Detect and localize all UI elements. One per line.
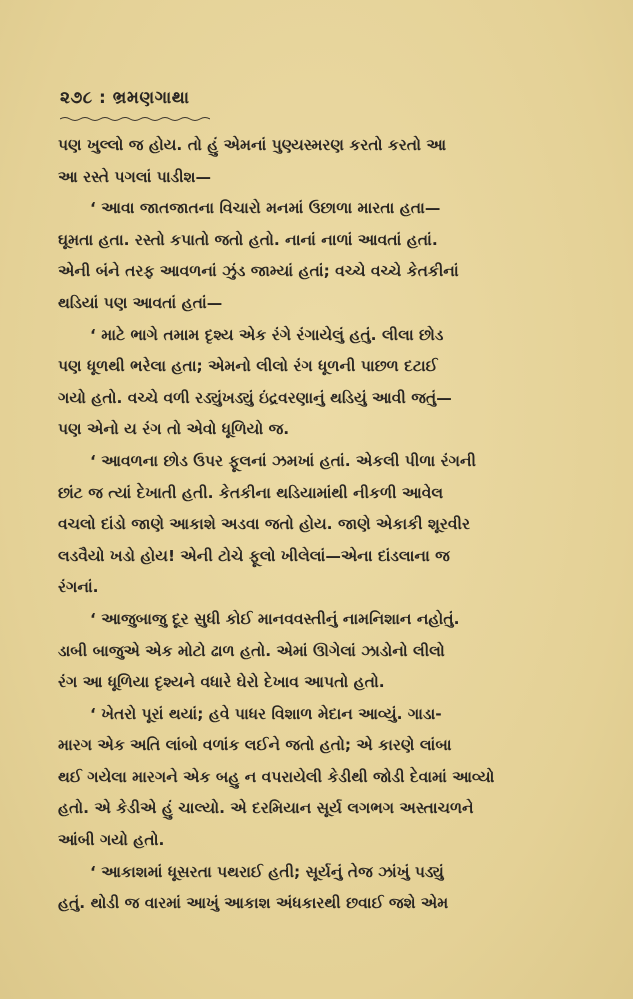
text-line: ‘ આવળના છોડ ઉપર ફૂલનાં ઝમખાં હતાં. એકલી પીળા રંગની [90,451,476,470]
text-line: ડાબી બાજુએ એક મોટો ઢાળ હતો. એમાં ઊગેલાં ઝાડોનો લીલો [58,641,445,660]
text-line: ‘ આજુબાજુ દૂર સુધી કોઈ માનવવસ્તીનું નામનિશાન નહોતું. [90,609,460,628]
header-underline [60,116,210,122]
page-header: ૨૭૮ : ભ્રમણગાથા [60,88,190,108]
text-line: ‘ આવા જાતજાતના વિચારો મનમાં ઉછાળા મારતા હતા— [90,199,441,218]
text-line: છાંટ જ ત્યાં દેખાતી હતી. કેતકીના થડિયામાંથી નીકળી આવેલ [58,483,444,502]
text-line: થડિયાં પણ આવતાં હતાં— [58,293,223,312]
text-line: એની બંને તરફ આવળનાં ઝુંડ જામ્યાં હતાં; વચ્ચે વચ્ચે કેતકીનાં [58,262,459,281]
text-line: ‘ આકાશમાં ધૂસરતા પથરાઈ હતી; સૂર્યનું તેજ ઝાંખું પડ્યું [90,862,444,881]
text-line: આ રસ્તે પગલાં પાડીશ— [58,167,212,186]
text-line: હતો. એ કેડીએ હું ચાલ્યો. એ દરમિયાન સૂર્ય લગભગ અસ્તાચળને [58,799,474,818]
text-line: ગયો હતો. વચ્ચે વળી રડ્યુંખડ્યું ઇંદ્રવરણાનું થડિયું આવી જતું— [58,388,452,407]
text-line: વચલો દાંડો જાણે આકાશે અડવા જતો હોય. જાણે એકાકી શૂરવીર [58,515,470,534]
text-line: રંગનાં. [58,578,99,597]
text-line: આંબી ગયો હતો. [58,831,165,850]
text-line: ઘૂમતા હતા. રસ્તો કપાતો જતો હતો. નાનાં નાળાં આવતાં હતાં. [58,230,438,249]
text-line: મારગ એક અતિ લાંબો વળાંક લઈને જતો હતો; એ કારણે લાંબા [58,736,452,755]
text-line: રંગ આ ધૂળિયા દૃશ્યને વધારે ઘેરો દેખાવ આપતો હતો. [58,673,385,692]
text-line: પણ ધૂળથી ભરેલા હતા; એમનો લીલો રંગ ધૂળની પાછળ દટાઈ [58,357,438,376]
text-line: લડવૈયો ખડો હોય! એની ટોચે ફૂલો ખીલેલાં—એના દાંડલાના જ [58,546,450,565]
text-line: થઈ ગયેલા મારગને એક બહુ ન વપરાયેલી કેડીથી જોડી દેવામાં આવ્યો [58,767,495,786]
body-text [58,130,578,920]
text-line: પણ એનો ય રંગ તો એવો ધૂળિયો જ. [58,420,290,439]
text-line: ‘ ખેતરો પૂરાં થયાં; હવે પાધર વિશાળ મેદાન આવ્યું. ગાડા- [90,704,442,723]
text-line: હતું. થોડી જ વારમાં આખું આકાશ અંધકારથી છવાઈ જશે એમ [58,894,449,913]
text-line: પણ ખુલ્લો જ હોય. તો હું એમનાં પુણ્યસ્મરણ કરતો કરતો આ [58,136,447,154]
text-line: ‘ માટે ભાગે તમામ દૃશ્ય એક રંગે રંગાયેલું હતું. લીલા છોડ [90,325,444,344]
